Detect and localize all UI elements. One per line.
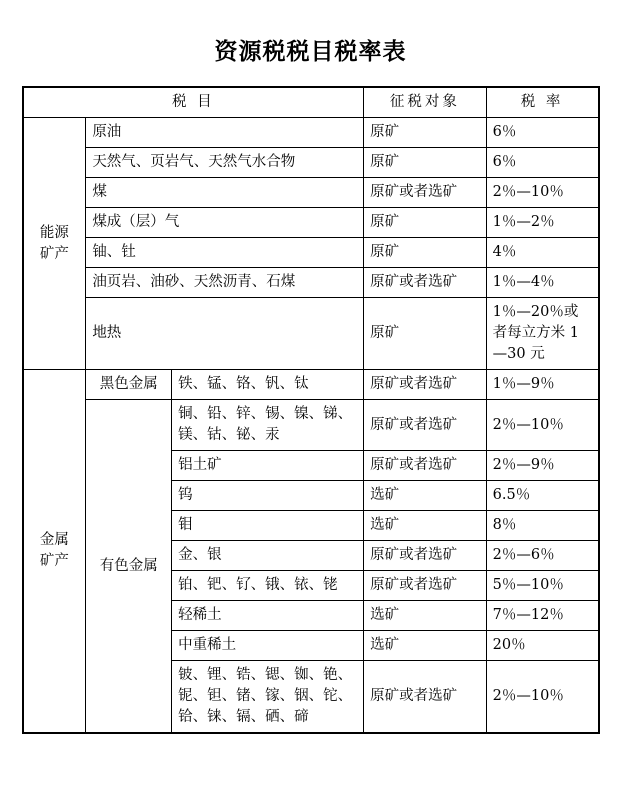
item-name: 天然气、页岩气、天然气水合物 (86, 148, 364, 178)
item-rate: 1％—4％ (486, 268, 598, 298)
item-object: 原矿或者选矿 (364, 268, 487, 298)
item-object: 原矿或者选矿 (364, 370, 487, 400)
item-name: 铍、锂、锆、锶、铷、铯、铌、钽、锗、镓、铟、铊、铪、铼、镉、硒、碲 (172, 661, 364, 734)
item-rate: 20％ (486, 631, 598, 661)
table-row (23, 268, 599, 298)
item-rate: 2％—9％ (486, 451, 598, 481)
item-name: 地热 (86, 298, 364, 370)
item-object: 原矿或者选矿 (364, 541, 487, 571)
item-name: 铂、钯、钌、锇、铱、铑 (172, 571, 364, 601)
item-rate: 6.5％ (486, 481, 598, 511)
item-rate: 6％ (486, 118, 598, 148)
table-row (23, 148, 599, 178)
table-row (23, 208, 599, 238)
category-metal-minerals: 金属 矿产 (23, 370, 86, 734)
item-name: 油页岩、油砂、天然沥青、石煤 (86, 268, 364, 298)
item-rate: 2％—6％ (486, 541, 598, 571)
item-rate: 1％—9％ (486, 370, 598, 400)
item-object: 原矿或者选矿 (364, 661, 487, 734)
item-name: 煤成（层）气 (86, 208, 364, 238)
item-object: 原矿或者选矿 (364, 400, 487, 451)
header-tax-rate: 税 率 (486, 87, 598, 118)
item-name: 铀、钍 (86, 238, 364, 268)
item-name: 钨 (172, 481, 364, 511)
item-rate: 4％ (486, 238, 598, 268)
item-object: 选矿 (364, 511, 487, 541)
item-rate: 1％—2％ (486, 208, 598, 238)
item-name: 中重稀土 (172, 631, 364, 661)
item-name: 铜、铅、锌、锡、镍、锑、镁、钴、铋、汞 (172, 400, 364, 451)
category-energy-minerals: 能源 矿产 (23, 118, 86, 370)
table-row (23, 238, 599, 268)
item-name: 煤 (86, 178, 364, 208)
item-object: 原矿或者选矿 (364, 571, 487, 601)
resource-tax-rate-table (22, 86, 600, 734)
item-object: 原矿或者选矿 (364, 178, 487, 208)
item-rate: 2％—10％ (486, 661, 598, 734)
table-row (23, 370, 599, 400)
item-rate: 5％—10％ (486, 571, 598, 601)
item-name: 原油 (86, 118, 364, 148)
item-object: 选矿 (364, 481, 487, 511)
table-row (23, 400, 599, 451)
item-rate: 7％—12％ (486, 601, 598, 631)
table-row (23, 118, 599, 148)
item-object: 原矿 (364, 238, 487, 268)
item-object: 原矿 (364, 208, 487, 238)
item-name: 铝土矿 (172, 451, 364, 481)
table-row (23, 298, 599, 370)
item-name: 钼 (172, 511, 364, 541)
subcategory-ferrous-metal: 黑色金属 (86, 370, 172, 400)
item-name: 金、银 (172, 541, 364, 571)
header-tax-item: 税 目 (23, 87, 364, 118)
item-name: 铁、锰、铬、钒、钛 (172, 370, 364, 400)
item-rate: 6％ (486, 148, 598, 178)
item-rate: 1％—20％或者每立方米 1—30 元 (486, 298, 598, 370)
header-tax-object: 征税对象 (364, 87, 487, 118)
item-object: 原矿或者选矿 (364, 451, 487, 481)
item-rate: 2％—10％ (486, 178, 598, 208)
item-object: 原矿 (364, 118, 487, 148)
page-title: 资源税税目税率表 (214, 38, 407, 65)
item-name: 轻稀土 (172, 601, 364, 631)
item-object: 原矿 (364, 148, 487, 178)
table-header-row (23, 87, 599, 118)
item-object: 选矿 (364, 631, 487, 661)
item-object: 选矿 (364, 601, 487, 631)
item-rate: 8％ (486, 511, 598, 541)
item-object: 原矿 (364, 298, 487, 370)
table-row (23, 178, 599, 208)
item-rate: 2％—10％ (486, 400, 598, 451)
subcategory-nonferrous-metal: 有色金属 (86, 400, 172, 734)
